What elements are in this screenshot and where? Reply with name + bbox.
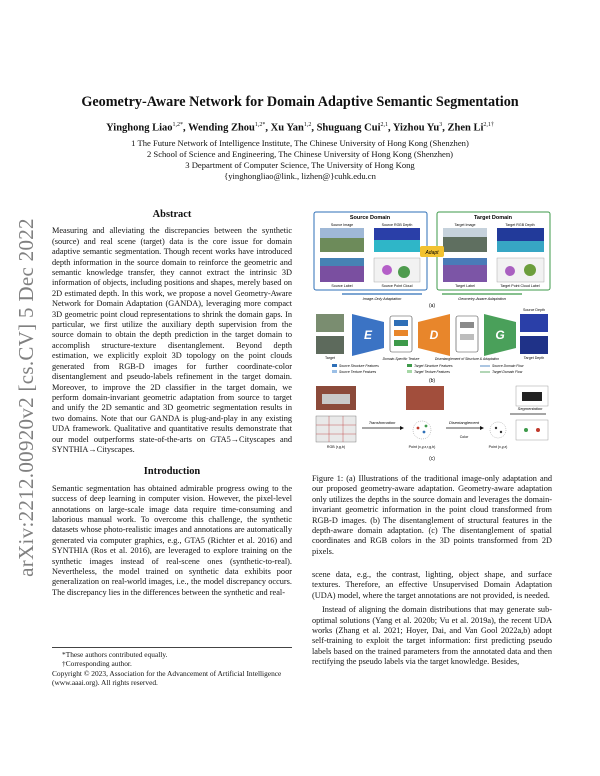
panel-c-label: (c) xyxy=(429,456,435,462)
generator-letter: G xyxy=(495,328,505,342)
adapt-label: Adapt xyxy=(425,250,439,256)
paper-title: Geometry-Aware Network for Domain Adaptive Semantic Segmentation xyxy=(81,94,519,110)
target-image-b xyxy=(316,336,344,354)
affiliation-1: 1 The Future Network of Intelligence Institute, The Chinese University of Hong Kong (Shenzhen) xyxy=(131,138,469,148)
figure-1-caption: Figure 1: (a) Illustrations of the traditional image-only adaptation and our proposed geometry-aware adaptation. Geometry-aware adaptation only utilizes the depths in the source domain and leverages the domain-invariant geometric information in the point cloud transformed from RGB-D images. (b) The disentanglement of structural features in the depth-aware domain adaptation. (c) The disentanglement of spatial coordinates and RGB colors in the 3D points transformed from 2D pixels. xyxy=(312,474,552,556)
arxiv-stamp-text: arXiv:2212.00920v2 [cs.CV] 5 Dec 2022 xyxy=(13,217,38,577)
copyright-notice: Copyright © 2023, Association for the Advancement of Artificial Intelligence (www.aaai.org). All rights reserved. xyxy=(52,668,282,688)
color-label: Color xyxy=(459,435,469,439)
rgb-label: RGB (r,g,b) xyxy=(326,445,346,449)
target-image-label: Target Image xyxy=(454,223,476,227)
source-pc-caption: Source Point Cloud xyxy=(381,284,413,288)
footnote-equal-contribution: *These authors contributed equally. xyxy=(62,650,168,659)
target-rgbd-label: Target RGB Depth xyxy=(505,223,535,227)
target-pc-caption: Target Point Cloud Label xyxy=(500,284,540,288)
contact-email: {yinghongliao@link., lizhen@}cuhk.edu.cn xyxy=(224,171,376,181)
transformation-label: Transformation xyxy=(368,420,396,425)
source-rgbd-label: Source RGB Depth xyxy=(381,223,413,227)
source-pointcloud-thumb xyxy=(374,258,420,282)
car-3d-thumb xyxy=(406,386,444,410)
abstract-body: Measuring and alleviating the discrepancies between the synthetic (source) and real scene (target) data is the core issue for domain adaptive semantic segmentation. Though recent works have introduced depth information in the source domain to reinforce the geometric and semantic knowledge transfer, they cannot extract the intrinsic 3D information of objects, including positions and shapes, merely based on 2D estimated depth. In this work, we propose a novel Geometry-Aware Network for Domain Adaptation (GANDA), leveraging more compact 3D geometric point cloud representations to shrink the domain gaps. In particular, we first utilize the auxiliary depth supervision from the source domain to obtain the depth prediction in the target domain to accomplish structure-texture disentanglement. Beyond depth estimation, we explicitly exploit 3D topology on the point clouds generated from RGB-D images for further coordinate-color disentanglement and pseudo-labels refinement in the target domain. Moreover, to improve the 2D classifier in the target domain, we perform domain-invariant geometric adaptation from source to target and unify the 2D semantic and 3D geometric segmentation results in two domains. Note that our GANDA is plug-and-play in any existing UDA framework. Qualitative and quantitative results demonstrate that our model outperforms state-of-the-arts on GTA5→Cityscapes and SYNTHIA→Cityscapes. xyxy=(52,226,292,454)
geometry-aware-label: Geometry-Aware Adaptation xyxy=(458,297,506,301)
abstract-heading: Abstract xyxy=(152,209,192,220)
rgb-grid xyxy=(316,416,356,442)
point-xyzrgb-label: Point (x,y,z,r,g,b) xyxy=(408,445,436,449)
legend-target-flow: Target Domain Flow xyxy=(492,370,523,374)
introduction-heading: Introduction xyxy=(143,466,201,478)
legend-source-texture: Source Texture Features xyxy=(339,370,377,374)
panel-b-label: (b) xyxy=(428,378,436,384)
legend-target-structure: Target Structure Features xyxy=(414,364,453,368)
intro-paragraph-1-continued: scene data, e.g., the contrast, lighting, object shape, and surface textures. Therefore, an effective Unsupervised Domain Adaptation (UDA) model, where the target annotations are not provided, is needed. xyxy=(312,570,552,600)
author-list: Yinghong Liao$^{1,2*}$, Wending Zhou$^{1,2*}$, Xu Yan$^{1,2}$, Shuguang Cui$^{2,1}$, Yizhou Yu$^3$, Zhen $Li^{2,1\dagger}$ xyxy=(106,122,494,134)
target-pointcloud-thumb xyxy=(497,258,544,282)
left-column xyxy=(52,210,292,598)
arxiv-stamp xyxy=(8,212,44,582)
point-cloud-sphere xyxy=(413,421,431,439)
target-domain-label: Target Domain xyxy=(473,215,513,221)
coord-sphere xyxy=(490,422,506,438)
target-depth-b xyxy=(520,336,548,354)
legend-source-flow: Source Domain Flow xyxy=(492,364,524,368)
source-domain-label: Source Domain xyxy=(349,215,391,221)
affiliations xyxy=(60,138,540,182)
footnote-corresponding: †Corresponding author. xyxy=(62,659,132,669)
source-image-b xyxy=(316,314,344,332)
affiliation-3: 3 Department of Computer Science, The University of Hong Kong xyxy=(185,160,415,170)
intro-paragraph-1: Semantic segmentation has obtained admirable progress owing to the success of deep learning in computer vision. However, the pixel-level annotations on large-scale image data require time-consuming and laborious manual work. To overcome this challenge, the synthetic datasets whose photo-realistic images and annotations are automatically generated via computer graphics, e.g., GTA5 (Richter et al. 2016) and SYNTHIA (Ros et al. 2016), are leveraged to explore training on the synthetic images instead of real-scene ones (synthetic-to-real). Nevertheless, the model trained on synthetic data exhibits poor generalization on real-world images, i.e., the model discrepancy occurs. The discrepancy lies in the differences between the synthetic and real- xyxy=(52,483,292,597)
encoder-letter: E xyxy=(363,328,373,342)
source-label-caption: Source Label xyxy=(331,284,353,288)
disentanglement-label: Disentanglement xyxy=(448,420,480,425)
footnotes xyxy=(52,647,292,688)
figure-1-diagram xyxy=(312,210,552,470)
figure-1 xyxy=(312,210,552,470)
source-depth-b xyxy=(520,314,548,332)
intro-paragraph-2: Instead of aligning the domain distributions that may generate sub-optimal solutions (Yang et al. 2020b; Vu et al. 2019a), the recent UDA works (Zhang et al. 2021; Hoyer, Dai, and Van Gool 2022a,b) adopt self-training to exploit the target information: first predicting pseudo labels based on the trained parameters from the annotated data and then rectifying the pseudo labels via the target knowledge. Besides, xyxy=(312,605,552,667)
invariant-label: Disentanglement of Structure & Adaptation xyxy=(434,357,500,361)
affiliation-2: 2 School of Science and Engineering, The Chinese University of Hong Kong (Shenzhen) xyxy=(146,149,454,159)
domain-specific-label: Domain-Specific Texture xyxy=(382,357,420,361)
legend-target-texture: Target Texture Features xyxy=(414,370,450,374)
source-image-label: Source Image xyxy=(330,223,354,227)
image-only-label: Image-Only Adaptation xyxy=(362,297,402,301)
segmented-points xyxy=(516,420,548,440)
segmentation-label: Segmentation xyxy=(517,406,543,411)
source-depth-label-b: Source Depth xyxy=(523,308,545,312)
decoder-letter: D xyxy=(429,328,439,342)
right-column-text xyxy=(312,570,552,668)
legend-source-structure: Source Structure Features xyxy=(339,364,379,368)
target-label-caption: Target Label xyxy=(455,284,475,288)
target-label-b: Target xyxy=(325,356,335,360)
panel-a-label: (a) xyxy=(428,303,436,309)
point-xyz-label: Point (x,y,z) xyxy=(488,445,508,449)
target-depth-label-b: Target Depth xyxy=(523,356,545,360)
